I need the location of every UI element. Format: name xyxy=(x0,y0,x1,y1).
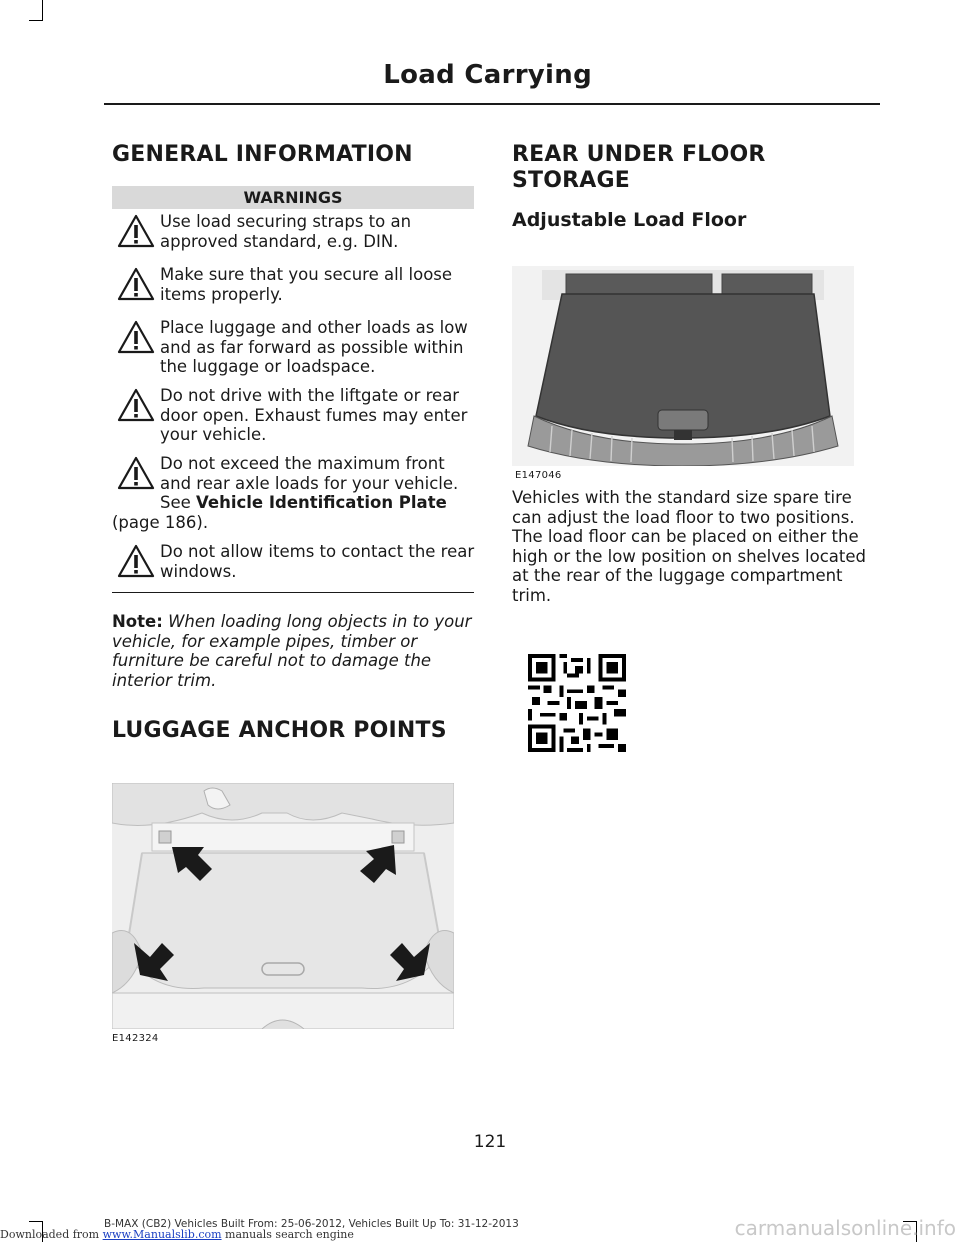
warning-triangle-icon xyxy=(117,267,155,301)
warning-triangle-icon xyxy=(117,320,155,354)
crop-mark xyxy=(29,20,43,21)
warning-triangle-icon xyxy=(117,388,155,422)
warning-item xyxy=(112,212,474,256)
watermark: carmanualsonline.info xyxy=(734,1216,956,1240)
luggage-anchor-points-illustration xyxy=(112,783,454,1029)
adjustable-load-floor-illustration xyxy=(512,266,854,466)
warning-text: Place luggage and other loads as low and as far forward as possible within the luggage or loadspace. xyxy=(160,318,468,376)
warning-item xyxy=(112,542,474,586)
warning-text: Make sure that you secure all loose items properly. xyxy=(160,265,453,304)
general-information-heading: GENERAL INFORMATION xyxy=(112,142,413,167)
warning-text: Do not exceed the maximum front and rear axle loads for your vehicle. See xyxy=(160,454,459,512)
warning-item xyxy=(112,454,474,534)
download-suffix: manuals search engine xyxy=(221,1228,354,1241)
rear-under-floor-heading-line1: REAR UNDER FLOOR xyxy=(512,142,766,167)
download-notice xyxy=(0,1228,354,1241)
warning-text: Do not allow items to contact the rear windows. xyxy=(160,542,475,581)
warnings-end-rule xyxy=(112,592,474,593)
warning-triangle-icon xyxy=(117,456,155,490)
luggage-anchor-points-heading: LUGGAGE ANCHOR POINTS xyxy=(112,718,447,743)
qr-code xyxy=(528,654,626,752)
warning-item xyxy=(112,386,474,448)
warning-triangle-icon xyxy=(117,544,155,578)
figure-code: E142324 xyxy=(112,1033,159,1044)
warning-item xyxy=(112,265,474,309)
page-header-title: Load Carrying xyxy=(383,60,592,90)
warning-text: Do not drive with the liftgate or rear door open. Exhaust fumes may enter your vehicle. xyxy=(160,386,468,444)
note-text: When loading long objects in to your vehicle, for example pipes, timber or furniture be careful not to damage the interior trim. xyxy=(112,612,472,690)
adjustable-load-floor-subheading: Adjustable Load Floor xyxy=(512,209,747,231)
warning-triangle-icon xyxy=(117,214,155,248)
note-label: Note: xyxy=(112,612,163,631)
crop-mark xyxy=(29,1221,43,1222)
page-reference: (page 186). xyxy=(112,513,209,532)
load-floor-paragraph: Vehicles with the standard size spare tire can adjust the load floor to two positions. The load floor can be placed on either the high or the low position on shelves located at the rear of the luggage compartment trim. xyxy=(512,488,866,605)
rear-under-floor-heading-line2: STORAGE xyxy=(512,168,631,193)
warnings-heading: WARNINGS xyxy=(243,188,343,207)
vehicle-info: B-MAX (CB2) Vehicles Built From: 25-06-2012, Vehicles Built Up To: 31-12-2013 xyxy=(104,1218,519,1230)
download-prefix: Downloaded from xyxy=(0,1228,103,1241)
crop-mark xyxy=(42,0,43,20)
vehicle-identification-plate-link[interactable]: Vehicle Identification Plate xyxy=(196,493,447,512)
warning-item xyxy=(112,318,474,380)
warning-text: Use load securing straps to an approved standard, e.g. DIN. xyxy=(160,212,412,251)
note-paragraph xyxy=(112,612,476,690)
page-number: 121 xyxy=(473,1132,507,1152)
header-rule xyxy=(104,103,880,105)
manualslib-link[interactable]: www.Manualslib.com xyxy=(102,1228,222,1241)
figure-code: E147046 xyxy=(515,470,562,481)
